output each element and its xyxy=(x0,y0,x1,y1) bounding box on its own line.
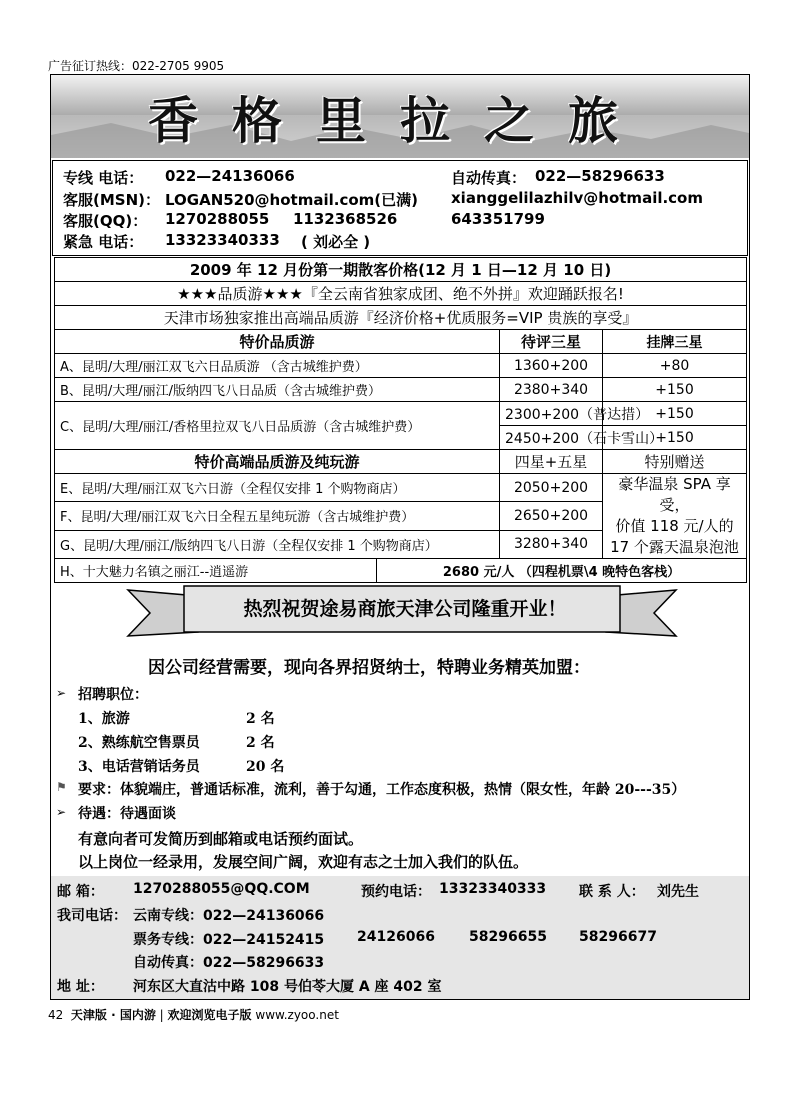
route-b-extra: +150 xyxy=(603,378,747,402)
auto-fax: 自动传真：022—58296633 xyxy=(133,955,325,971)
section-header-1: 特价品质游 xyxy=(55,330,500,354)
position-1-count: 2 名 xyxy=(246,711,275,727)
arrow-bullet-icon: ➢ xyxy=(56,686,67,700)
route-a-extra: +80 xyxy=(603,354,747,378)
fax-label: 自动传真： xyxy=(451,169,527,187)
requirements: 要求：体貌端庄，普通话标准，流利，善于勾通，工作态度积极，热情（限女性，年龄 20---35） xyxy=(78,782,686,798)
email-value: 1270288055@QQ.COM xyxy=(133,881,310,897)
route-c2-price: 2450+200（石卡雪山） xyxy=(500,426,603,450)
appointment-label: 预约电话： xyxy=(361,884,431,900)
table-row xyxy=(55,559,747,583)
treatment: 待遇：待遇面谈 xyxy=(78,806,176,822)
edition-label: 天津版 · 国内游 xyxy=(70,1008,156,1022)
col-header-gift: 特别赠送 xyxy=(603,450,747,474)
table-row xyxy=(55,378,747,402)
position-2: 2、熟练航空售票员 xyxy=(78,735,200,751)
table-row xyxy=(55,474,747,502)
special-gift xyxy=(603,474,747,559)
table-row xyxy=(55,354,747,378)
route-c2-extra: +150 xyxy=(603,426,747,450)
route-a-price: 1360+200 xyxy=(500,354,603,378)
route-f: F、昆明/大理/丽江双飞六日全程五星纯玩游（含古城维护费） xyxy=(55,502,500,530)
route-e: E、昆明/大理/丽江双飞六日游（全程仅安排 1 个购物商店） xyxy=(55,474,500,502)
route-f-price: 2650+200 xyxy=(500,502,603,530)
hotline-label: 专线 电话： xyxy=(63,169,144,187)
banner-title: 香格里拉之旅 xyxy=(148,91,652,150)
position-3-count: 20 名 xyxy=(246,759,285,775)
table-row xyxy=(55,258,747,282)
bottom-contact-panel xyxy=(51,876,749,999)
title-banner xyxy=(51,75,749,158)
contact-box xyxy=(52,160,748,256)
fax-value: 022—58296633 xyxy=(535,167,665,185)
route-b-price: 2380+340 xyxy=(500,378,603,402)
welcome-note: 以上岗位一经录用，发展空间广阔，欢迎有志之士加入我们的队伍。 xyxy=(78,853,529,871)
qq-value-1: 1270288055 xyxy=(165,210,270,228)
address-value: 河东区大直沽中路 108 号伯苓大厦 A 座 402 室 xyxy=(133,979,442,995)
price-table xyxy=(54,257,747,583)
section-header-2: 特价高端品质游及纯玩游 xyxy=(55,450,500,474)
appointment-value: 13323340333 xyxy=(439,881,547,897)
address-label: 地 址： xyxy=(57,979,104,995)
contact-person-label: 联 系 人： xyxy=(579,884,645,900)
qq-label: 客服(QQ)： xyxy=(63,212,148,230)
route-c1-extra: +150 xyxy=(603,402,747,426)
msn-label: 客服(MSN)： xyxy=(63,191,160,209)
col-header-3star-pending: 待评三星 xyxy=(500,330,603,354)
qq-value-3: 643351799 xyxy=(451,210,545,228)
contact-person-value: 刘先生 xyxy=(657,884,699,900)
gift-line-3: 17 个露天温泉泡池 xyxy=(610,538,739,556)
flag-bullet-icon: ⚑ xyxy=(56,780,67,794)
table-row xyxy=(55,330,747,354)
hotline-value: 022—24136066 xyxy=(165,167,295,185)
table-row xyxy=(55,450,747,474)
route-h: H、十大魅力名镇之丽江--逍遥游 xyxy=(55,559,377,583)
msn-value-1: LOGAN520@hotmail.com(已满) xyxy=(165,191,418,209)
footer-url[interactable]: www.zyoo.net xyxy=(255,1008,339,1022)
route-c: C、昆明/大理/丽江/香格里拉双飞八日品质游（含古城维护费） xyxy=(55,402,500,450)
positions-label: 招聘职位： xyxy=(78,687,148,703)
table-row xyxy=(55,306,747,330)
footer-slogan: 欢迎浏览电子版 xyxy=(167,1008,252,1022)
route-e-price: 2050+200 xyxy=(500,474,603,502)
yunnan-line: 云南专线：022—24136066 xyxy=(133,908,325,924)
route-h-price: 2680 元/人 （四程机票\4 晚特色客栈） xyxy=(377,559,747,583)
route-g: G、昆明/大理/丽江/版纳四飞八日游（全程仅安排 1 个购物商店） xyxy=(55,530,500,558)
route-g-price: 3280+340 xyxy=(500,530,603,558)
ticket-line-2: 24126066 xyxy=(357,929,435,945)
position-3: 3、电话营销话务员 xyxy=(78,759,200,775)
page-number: 42 xyxy=(48,1008,64,1022)
urgent-name: ( 刘必全 ) xyxy=(301,233,371,251)
qq-value-2: 1132368526 xyxy=(293,210,398,228)
gift-line-2: 价值 118 元/人的 xyxy=(615,517,734,535)
col-header-4-5-star: 四星+五星 xyxy=(500,450,603,474)
route-a: A、昆明/大理/丽江双飞六日品质游 （含古城维护费） xyxy=(55,354,500,378)
apply-note: 有意向者可发简历到邮箱或电话预约面试。 xyxy=(78,830,364,848)
urgent-value: 13323340333 xyxy=(165,231,280,249)
table-row xyxy=(55,282,747,306)
page-footer xyxy=(48,1006,339,1023)
position-2-count: 2 名 xyxy=(246,735,275,751)
company-phone-label: 我司电话： xyxy=(57,908,127,924)
table-row xyxy=(55,402,747,426)
ribbon-text: 热烈祝贺途易商旅天津公司隆重开业！ xyxy=(243,598,567,620)
promo-line-2: 天津市场独家推出高端品质游『经济价格+优质服务=VIP 贵族的享受』 xyxy=(55,306,747,330)
route-c1-price: 2300+200（普达措） xyxy=(500,402,603,426)
price-table-title: 2009 年 12 月份第一期散客价格(12 月 1 日—12 月 10 日) xyxy=(55,258,747,282)
urgent-label: 紧急 电话： xyxy=(63,233,144,251)
position-1: 1、旅游 xyxy=(78,711,130,727)
email-label: 邮 箱： xyxy=(57,884,104,900)
route-b: B、昆明/大理/丽江/版纳四飞八日品质（含古城维护费） xyxy=(55,378,500,402)
arrow-bullet-icon: ➢ xyxy=(56,805,67,819)
recruit-intro: 因公司经营需要，现向各界招贤纳士，特聘业务精英加盟： xyxy=(148,658,590,678)
footer-divider: | xyxy=(159,1008,168,1022)
msn-value-2: xianggelilazhilv@hotmail.com xyxy=(451,189,703,207)
gift-line-1: 豪华温泉 SPA 享受， xyxy=(618,475,731,514)
col-header-3star-listed: 挂牌三星 xyxy=(603,330,747,354)
ticket-line: 票务专线：022—24152415 xyxy=(133,932,325,948)
ticket-line-3: 58296655 xyxy=(469,929,547,945)
ticket-line-4: 58296677 xyxy=(579,929,657,945)
ad-hotline: 广告征订热线：022-2705 9905 xyxy=(48,59,225,73)
promo-line-1: ★★★品质游★★★『全云南省独家成团、绝不外拼』欢迎踊跃报名! xyxy=(55,282,747,306)
